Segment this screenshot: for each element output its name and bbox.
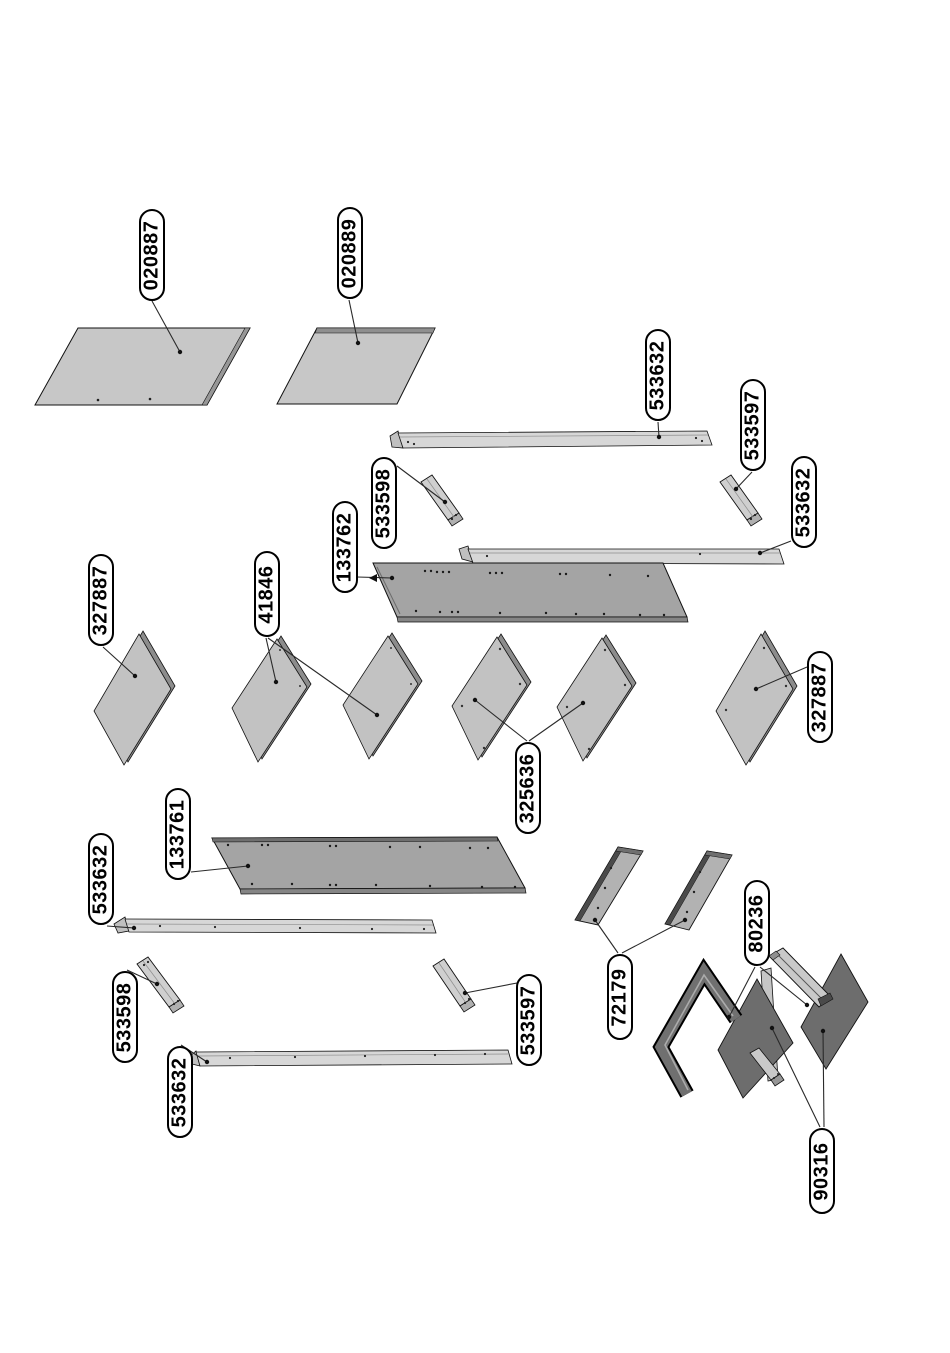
part-label-533597-upper: 533597 bbox=[740, 379, 766, 471]
rail-533632-right bbox=[459, 546, 784, 564]
part-label-133762: 133762 bbox=[332, 501, 358, 593]
part-label-020887: 020887 bbox=[139, 209, 165, 301]
part-label-72179: 72179 bbox=[607, 954, 633, 1040]
panel-327887-right bbox=[716, 631, 797, 765]
panel-020887 bbox=[35, 328, 250, 405]
part-label-325636: 325636 bbox=[515, 742, 541, 834]
part-label-41846: 41846 bbox=[254, 551, 280, 637]
frame-angle-bracket bbox=[661, 972, 736, 1094]
part-label-533632-middle: 533632 bbox=[88, 833, 114, 925]
panel-90316-b bbox=[801, 954, 868, 1069]
bracket-533598-upper bbox=[421, 475, 463, 526]
panel-325636-a bbox=[452, 634, 531, 760]
part-label-533597-lower: 533597 bbox=[516, 974, 542, 1066]
part-label-020889: 020889 bbox=[337, 207, 363, 299]
panel-133762 bbox=[373, 563, 688, 622]
part-label-133761: 133761 bbox=[165, 788, 191, 880]
bracket-533597-upper bbox=[720, 475, 762, 526]
part-label-533598-upper: 533598 bbox=[371, 457, 397, 549]
part-label-533598-lower: 533598 bbox=[112, 971, 138, 1063]
rail-533632-bottom bbox=[189, 1050, 512, 1066]
leader-arrowhead bbox=[369, 574, 377, 582]
rail-533632-middle bbox=[114, 917, 436, 933]
panel-41846-a bbox=[232, 636, 311, 762]
part-label-90316: 90316 bbox=[809, 1128, 835, 1214]
panel-133761 bbox=[212, 837, 526, 894]
panel-327887-left bbox=[94, 631, 175, 765]
part-label-327887-left: 327887 bbox=[88, 554, 114, 646]
part-label-80236: 80236 bbox=[744, 880, 770, 966]
part-label-533632-bottom: 533632 bbox=[167, 1046, 193, 1138]
rail-80236-upper bbox=[769, 948, 833, 1007]
part-label-533632-top: 533632 bbox=[645, 329, 671, 421]
bracket-533598-lower bbox=[137, 957, 184, 1013]
part-label-327887-right: 327887 bbox=[807, 651, 833, 743]
panel-41846-b bbox=[343, 633, 422, 759]
rail-533632-top bbox=[390, 431, 712, 448]
panel-72179-b bbox=[665, 851, 732, 930]
part-label-533632-right: 533632 bbox=[791, 456, 817, 548]
bracket-533597-lower bbox=[433, 959, 475, 1012]
panel-020889 bbox=[277, 328, 435, 404]
panel-72179-a bbox=[575, 847, 643, 925]
panel-325636-b bbox=[557, 635, 636, 761]
